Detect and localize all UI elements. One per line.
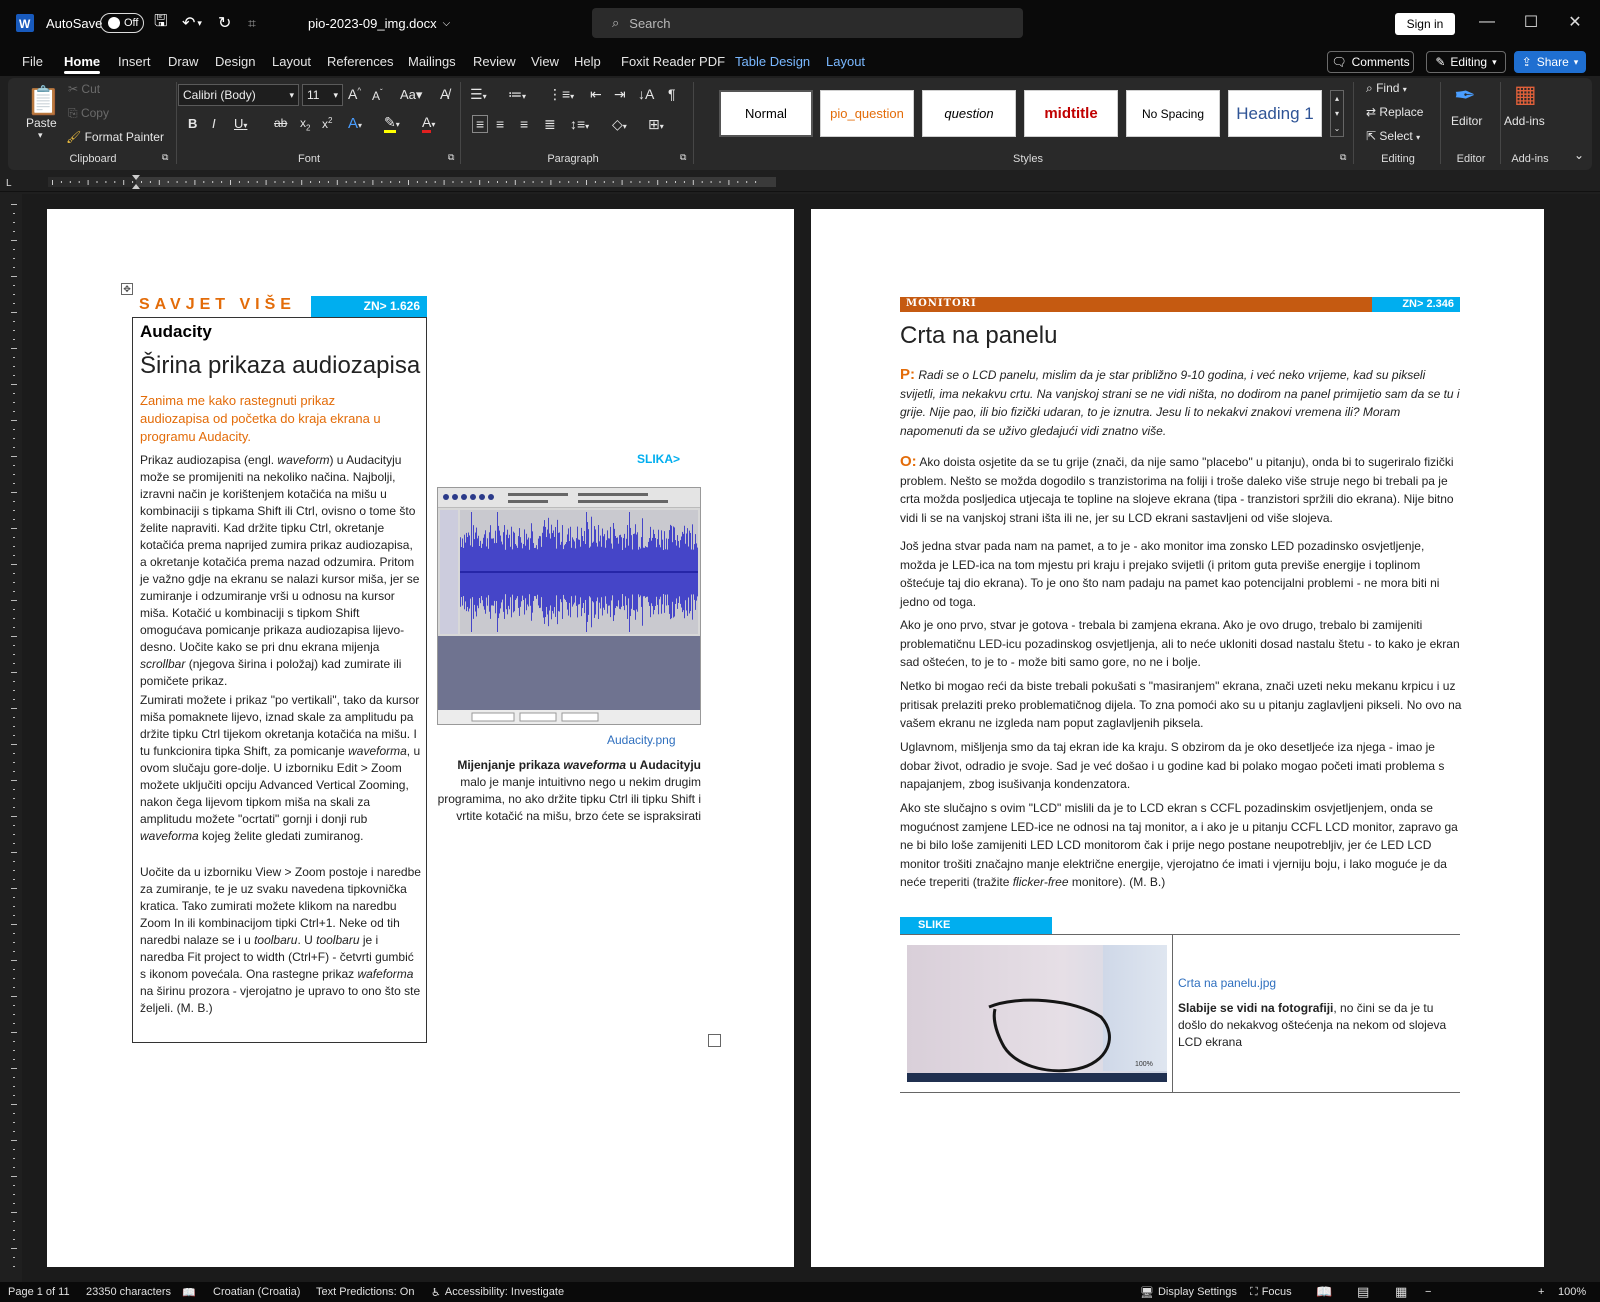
tab-help[interactable]: Help	[574, 53, 601, 69]
tab-review[interactable]: Review	[473, 53, 516, 69]
add-ins-button[interactable]: Add-ins	[1504, 114, 1545, 128]
zoom-out-icon[interactable]: −	[1425, 1286, 1432, 1298]
zoom-level[interactable]: 100%	[1558, 1286, 1587, 1298]
cut-button[interactable]: ✂ Cut	[68, 82, 101, 96]
style-midtitle[interactable]: midtitle	[1024, 90, 1118, 137]
font-size-combo[interactable]: 11 ▾	[302, 84, 343, 106]
tab-insert[interactable]: Insert	[118, 53, 151, 69]
copy-button[interactable]: ⎘ Copy	[68, 106, 109, 120]
styles-group-label: Styles	[1013, 153, 1043, 165]
redo-icon[interactable]: ↻	[218, 15, 232, 32]
crop-icon[interactable]: ⌗	[248, 14, 256, 31]
borders-icon[interactable]: ⊞▾	[648, 116, 664, 132]
separator	[1500, 82, 1501, 164]
paragraph-r4: Netko bi mogao reći da biste trebali pokušati s "masiranjem" ekrana, znači uzeti neku mekanu krpicu i uz pritisak prelaziti preko problematičnog dijela. To zna pomoći ako su u pitanju zaglavljeni pikseli. No ovo na vašem ekranu ne izgleda nam poput zaglavljenih piksela.	[900, 679, 1462, 730]
page-count[interactable]: Page 1 of 11	[8, 1286, 70, 1298]
zn-badge: ZN> 1.626	[311, 296, 427, 317]
scissors-icon: ✂	[68, 82, 79, 96]
multilevel-list-icon[interactable]: ⋮≡▾	[548, 86, 575, 102]
change-case-icon[interactable]: Aa▾	[400, 87, 423, 102]
pencil-icon: ✎	[1435, 55, 1446, 69]
tab-design[interactable]: Design	[215, 53, 256, 69]
image-caption-right: Slabije se vidi na fotografiji, no čini se da je tu došlo do nekakvog oštećenja na nekom od slojeva LCD ekrana	[1178, 1001, 1447, 1049]
line-spacing-icon[interactable]: ↕≡▾	[570, 116, 590, 132]
autosave-label: AutoSave	[46, 15, 103, 31]
audacity-empty-area	[438, 636, 700, 710]
styles-launcher-icon[interactable]: ⧉	[1340, 152, 1347, 162]
vertical-ruler-ticks	[8, 194, 20, 1282]
accessibility-icon: ♿	[431, 1286, 441, 1299]
editing-group-label: Editing	[1381, 153, 1415, 165]
paragraph-r5: Uglavnom, mišljenja smo da taj ekran ide ka kraju. S obzirom da je oko desetljeće iza njega - imao je dobar život, odradio je svoje. Sad je već došao i u godine kad bi polako mogao početi imati problema s napajanjem, zbog isušivanja kondenzatora.	[900, 740, 1445, 791]
proofing-icon[interactable]: 📖	[182, 1286, 196, 1299]
collapse-ribbon-icon[interactable]: ⌄	[1574, 148, 1585, 162]
zoom-in-icon[interactable]: +	[1538, 1286, 1545, 1298]
italic-icon[interactable]: I	[212, 116, 216, 131]
slike-label: SLIKE	[900, 917, 1052, 934]
editor-icon[interactable]: ✒	[1454, 80, 1476, 110]
audacity-toolbar-icons	[438, 488, 700, 508]
paste-button[interactable]: Paste	[26, 116, 57, 130]
audacity-selection-fields	[438, 710, 700, 724]
document-canvas	[22, 194, 1600, 1282]
title-bar	[0, 0, 1600, 46]
question-paragraph: P: Radi se o LCD panelu, mislim da je star približno 9-10 godina, i već neko vrijeme, kad su pikseli svijetli, ima nekakvu crtu. Na vanjskoj strani se ne vidi ništa, no dodirom na panel primijetio sam da se tu i grije. Nije pao, ili bio fizički udaran, to je iznutra. Jesu li to nekakvi znakovi vremena ili? Moram napomenuti da se uživo gledajući vidi znatno više.	[900, 366, 1460, 438]
separator	[176, 82, 177, 164]
photo-taskbar	[907, 1073, 1167, 1082]
status-bar	[0, 1282, 1600, 1302]
shading-icon[interactable]: ◇▾	[612, 116, 627, 132]
table-move-handle-icon[interactable]: ✥	[121, 283, 133, 295]
kicker: Audacity	[140, 322, 212, 341]
add-ins-icon[interactable]: ▦	[1514, 81, 1537, 108]
display-settings[interactable]: 🖥 Display Settings	[1140, 1286, 1237, 1299]
replace-icon: ⇄	[1366, 105, 1377, 119]
align-center-icon[interactable]: ≡	[496, 116, 505, 132]
photo-zoom-text: 100%	[1135, 1061, 1153, 1068]
find-icon: ⌕	[1366, 81, 1373, 95]
clear-formatting-icon[interactable]: A̸	[440, 86, 450, 102]
style-normal[interactable]: Normal	[719, 90, 813, 137]
table-top-border	[900, 934, 1460, 935]
pilcrow-icon[interactable]: ¶	[668, 86, 676, 102]
numbering-icon[interactable]: ≔▾	[508, 86, 527, 102]
align-left-icon[interactable]: ≡	[472, 115, 488, 133]
share-icon: ⇪	[1521, 55, 1532, 69]
monitor-photo[interactable]	[907, 945, 1167, 1082]
underline-icon[interactable]: U▾	[234, 116, 248, 131]
superscript-icon[interactable]: $x^2$	[322, 116, 333, 131]
style-no-spacing[interactable]: No Spacing	[1126, 90, 1220, 137]
style-pio-question[interactable]: pio_question	[820, 90, 914, 137]
ruler-ticks	[0, 172, 1600, 192]
character-count[interactable]: 23350 characters	[86, 1286, 171, 1298]
slika-label: SLIKA>	[637, 452, 681, 466]
editor-button[interactable]: Editor	[1451, 114, 1483, 128]
display-icon: 🖥	[1140, 1286, 1154, 1299]
sort-icon[interactable]: ↓A	[638, 86, 655, 102]
bold-icon[interactable]: B	[188, 116, 198, 131]
paragraph-1: Prikaz audiozapisa (engl. waveform) u Audacityju može se promijeniti na nekoliko načina. Najbolji, izravni način je korištenjem kotačića na mišu u kombinaciji s tipkama Shift ili Ctrl, ovisno o tome što želite napraviti. Kad držite tipku Ctrl, okretanje kotačića prema naprijed zumira prikaz audiozapisa, a okretanje kotačića prema nazad odzumira. Pritom je važno gdje na ekranu se nalazi kursor miša, jer se zumiranje i odzumiranje vrši u odnosu na kursor miša. Kotačić u kombinaciji s tipkom Shift omogućava pomicanje prikaza audiozapisa lijevo-desno. Uočite kako se pri dnu ekrana mijenja scrollbar (njegova širina i položaj) kad zumirate ili pomičete prikaz.	[140, 453, 420, 688]
format-painter-button[interactable]: 🖌 Format Painter	[66, 130, 164, 144]
select-icon: ⇱	[1366, 129, 1377, 143]
sign-in-button[interactable]: Sign in	[1395, 13, 1455, 35]
paste-dropdown-icon[interactable]: ▾	[38, 130, 43, 140]
audacity-screenshot[interactable]	[437, 487, 701, 725]
paragraph-2: Zumirati možete i prikaz "po vertikali", tako da kursor miša pomaknete lijevo, iznad skale za amplitudu pa držite tipku Ctrl tijekom okretanja kotačića na mišu. I tu funkcionira tipka Shift, za pomicanje waveforma, u ovom slučaju gore-dolje. U izborniku Edit > Zoom možete uključiti opciju Advanced Vertical Zooming, nakon čega lijevom tipkom miša na skali za amplitudu možete "ocrtati" gornji i donji rub waveforma kojeg želite gledati zumiranog.	[140, 693, 421, 843]
tab-layout[interactable]: Layout	[272, 53, 312, 69]
horizontal-ruler[interactable]	[0, 172, 1600, 192]
tab-file[interactable]: File	[22, 53, 43, 69]
strikethrough-icon[interactable]: ab	[274, 116, 288, 130]
paragraph-r2: Još jedna stvar pada nam na pamet, a to je - ako monitor ima zonsko LED pozadinsko osvjetljenje, možda je LED-ica na tom mjestu pri kraju i prejako svijetli (i pritom guta previše energije i toplinom oštećuje taj dio ekrana). To je ono što nam padaju na pamet kao potencijalni problemi - ne mora biti ni jedno od toga.	[900, 539, 1440, 609]
tab-home[interactable]: Home	[64, 46, 100, 76]
paste-icon[interactable]: 📋	[26, 85, 61, 116]
web-layout-icon[interactable]: ▦	[1395, 1284, 1408, 1299]
audacity-toolbar	[438, 488, 700, 508]
justify-icon[interactable]: ≣	[544, 116, 556, 132]
style-heading-1[interactable]: Heading 1	[1228, 90, 1322, 137]
separator	[1353, 82, 1354, 164]
focus-mode[interactable]: ⛶ Focus	[1250, 1285, 1292, 1298]
editor-group-label: Editor	[1456, 153, 1486, 165]
decrease-indent-icon[interactable]: ⇤	[590, 86, 602, 102]
ribbon	[8, 78, 1592, 170]
svg-text:L: L	[6, 178, 12, 189]
section-bar: MONITORI	[900, 297, 1372, 312]
focus-icon: ⛶	[1250, 1285, 1258, 1298]
drawn-line-mark	[907, 945, 1167, 1082]
article-title: Širina prikaza audiozapisa	[140, 352, 421, 379]
grow-font-icon[interactable]: A^	[348, 86, 362, 102]
replace-button[interactable]: ⇄ Replace	[1366, 105, 1424, 119]
accessibility-status[interactable]: ♿ Accessibility: Investigate	[431, 1286, 565, 1299]
anchor-box[interactable]	[708, 1034, 721, 1047]
undo-icon[interactable]: ↶ ▾	[182, 15, 202, 32]
shrink-font-icon[interactable]: $A^ˇ$	[372, 88, 383, 103]
bullets-icon[interactable]: ☰▾	[470, 86, 487, 102]
audacity-selection-bar	[438, 710, 700, 724]
search-icon: ⌕	[612, 15, 620, 30]
find-button[interactable]: ⌕ Find ▾	[1366, 81, 1407, 95]
tab-draw[interactable]: Draw	[168, 53, 199, 69]
subscript-icon[interactable]: $x_2$	[300, 116, 311, 133]
text-predictions[interactable]: Text Predictions: On	[316, 1286, 415, 1298]
image-caption: Mijenjanje prikaza waveforma u Audacityju malo je manje intuitivno nego u nekim drugim programima, no ako držite tipku Ctrl ili tipku Shift i vrtite kotačić na mišu, brzo ćete se ispraksirati	[437, 758, 701, 823]
save-icon[interactable]: 🖫	[154, 12, 168, 30]
svg-text:W: W	[19, 17, 31, 31]
close-icon[interactable]: ✕	[1568, 14, 1582, 31]
table-cell-divider	[1172, 935, 1173, 1092]
section-tag: SAVJET VIŠE	[139, 296, 296, 313]
editing-mode-button[interactable]: ✎ Editing ▾	[1426, 51, 1506, 73]
sidebar-box	[132, 317, 427, 1043]
maximize-icon[interactable]: ☐	[1523, 14, 1539, 31]
question-text: Zanima me kako rastegnuti prikaz audiozapisa od početka do kraja ekrana u programu Audacity.	[140, 393, 381, 444]
paragraph-launcher-icon[interactable]: ⧉	[680, 152, 687, 162]
clipboard-launcher-icon[interactable]: ⧉	[162, 152, 169, 162]
font-group-label: Font	[297, 153, 320, 165]
comments-button[interactable]: 🗨 Comments	[1327, 51, 1414, 73]
image-filename: Audacity.png	[607, 733, 676, 747]
tab-references[interactable]: References	[327, 53, 394, 69]
document-filename[interactable]: pio-2023-09_img.docx ⌵	[308, 15, 451, 31]
waveform-graphic	[460, 510, 698, 634]
font-name-combo[interactable]: Calibri (Body) ▾	[178, 84, 299, 106]
styles-scroll-icon[interactable]: ▴ ▾ ⌄	[1330, 90, 1344, 137]
comment-icon: 🗨	[1331, 55, 1347, 69]
paragraph-r6: Ako ste slučajno s ovim "LCD" mislili da je to LCD ekran s CCFL pozadinskim osvjetljenjem, onda se mogućnost zamjene LED-ice ne odnosi na taj monitor, a i ako je u pitanju CCFL LCD monitor, zapravo ga ne bi bilo loše zamijeniti LED LCD monitorom čak i prije nego postane neupotrebljiv, jer će LED LCD monitor trošiti značajno manje električne energije, vjerojatno će imati i vjerniju boju, i lako moguće je da neće treperiti (tražite flicker-free monitore). (M. B.)	[900, 801, 1458, 889]
minimize-icon[interactable]: —	[1479, 13, 1495, 30]
font-launcher-icon[interactable]: ⧉	[448, 152, 455, 162]
select-button[interactable]: ⇱ Select ▾	[1366, 129, 1421, 143]
separator	[693, 82, 694, 164]
read-mode-icon[interactable]: 📖	[1316, 1284, 1333, 1299]
tab-view[interactable]: View	[531, 53, 559, 69]
audacity-track-panel	[440, 510, 458, 634]
page-left[interactable]	[47, 209, 794, 1267]
print-layout-icon[interactable]: ▤	[1357, 1284, 1370, 1299]
highlight-icon[interactable]: ✎▾	[384, 114, 400, 131]
paragraph-r3: Ako je ono prvo, stvar je gotova - trebala bi zamjena ekrana. Ako je ovo drugo, trebalo bi zamijeniti problematičnu LED-icu pozadinskog osvjetljenja, ali to neće ukloniti dosad nastalu štetu - to kako je ekran sad oštećen, to je to - može biti samo gore, no ne i bolje.	[900, 618, 1460, 669]
style-question[interactable]: question	[922, 90, 1016, 137]
separator	[460, 82, 461, 164]
image-filename-right: Crta na panelu.jpg	[1178, 976, 1277, 990]
word-logo-icon	[16, 0, 34, 46]
page-right[interactable]	[811, 209, 1544, 1267]
font-color-icon[interactable]: A▾	[422, 114, 435, 130]
separator	[1440, 82, 1441, 164]
answer-paragraph: O: Ako doista osjetite da se tu grije (znači, da nije samo "placebo" u pitanju), onda bi to sugeriralo fizički problem. Nešto se možda dogodilo s tranzistorima na foliji i troše daleko više struje nego bi trebali pa je crta možda posljedica utjecaja te topline na slojeve ekrana (tipa - tranzistori spržili dio ekrana). Nije bitno vidi li se na vanjskoj strani išta ili ne, jer su LCD ekrani sastavljeni od više slojeva.	[900, 453, 1454, 525]
increase-indent-icon[interactable]: ⇥	[614, 86, 626, 102]
article-title-right: Crta na panelu	[900, 322, 1058, 349]
tab-mailings[interactable]: Mailings	[408, 53, 456, 69]
table-bottom-border	[900, 1092, 1460, 1093]
add-ins-group-label: Add-ins	[1511, 153, 1549, 165]
language[interactable]: Croatian (Croatia)	[213, 1286, 301, 1298]
paragraph-3: Uočite da u izborniku View > Zoom postoje i naredbe za zumiranje, te je uz svaku navedena tipkovnička kratica. Tako zumirati možete klikom na naredbu Zoom In ili kombinacijom tipki Ctrl+1. Neke od tih naredbi nalaze se i u toolbaru. U toolbaru je i naredba Fit project to width (Ctrl+F) - četvrti gumbić s ikonom povećala. Ona rastegne prikaz wafeforma na širinu prozora - vjerojatno je upravo to ono što ste željeli. (M. B.)	[140, 865, 421, 1015]
paragraph-group-label: Paragraph	[547, 153, 599, 165]
share-button[interactable]: ⇪ Share ▾	[1514, 51, 1586, 73]
align-right-icon[interactable]: ≡	[520, 116, 529, 132]
tab-table-design[interactable]: Table Design	[735, 53, 811, 69]
zn-badge-right: ZN> 2.346	[1372, 297, 1460, 312]
brush-icon: 🖌	[66, 130, 82, 144]
tab-table-layout[interactable]: Layout	[826, 53, 866, 69]
text-effects-icon[interactable]: A▾	[348, 115, 363, 132]
copy-icon: ⎘	[68, 106, 78, 120]
audacity-waveform	[460, 510, 698, 634]
vertical-ruler[interactable]	[8, 194, 20, 1282]
clipboard-group-label: Clipboard	[69, 153, 117, 165]
tab-foxit[interactable]: Foxit Reader PDF	[621, 53, 726, 69]
search-box[interactable]: ⌕ Search	[592, 8, 1023, 38]
autosave-toggle[interactable]: Off	[92, 0, 144, 46]
